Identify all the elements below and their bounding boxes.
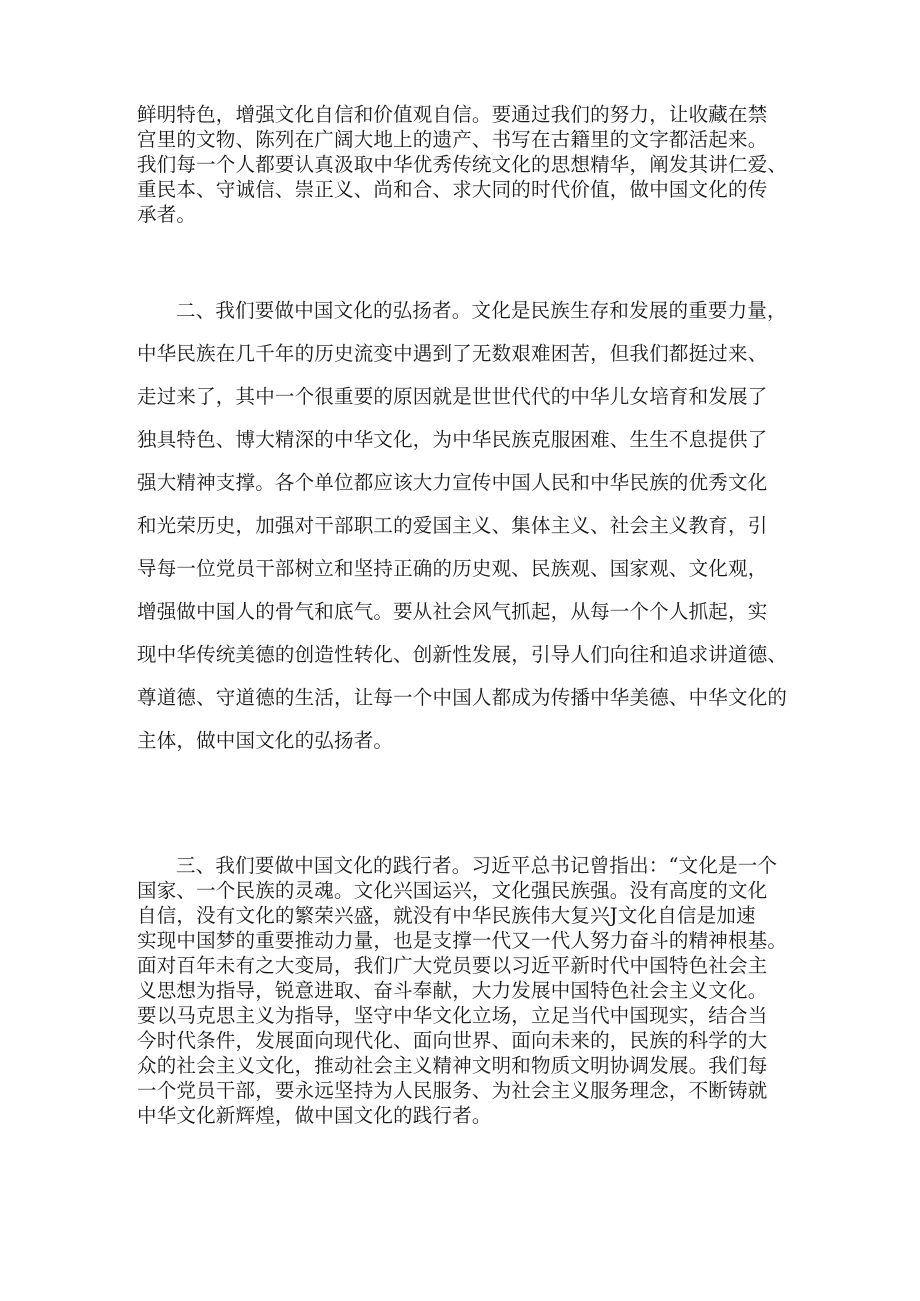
text-line: 尊道德、守道德的生活，让每一个中国人都成为传播中华美德、中华文化的 bbox=[137, 686, 788, 709]
text-line: 强大精神支撑。各个单位都应该大力宣传中国人民和中华民族的优秀文化 bbox=[137, 471, 768, 494]
text-line: 鲜明特色，增强文化自信和价值观自信。要通过我们的努力，让收藏在禁 bbox=[137, 103, 768, 126]
text-line: 承者。 bbox=[137, 203, 197, 226]
text-line: 要以马克思主义为指导，坚守中华文化立场，立足当代中国现实，结合当 bbox=[137, 1004, 768, 1027]
text-line: 面对百年未有之大变局，我们广大党员要以习近平新时代中国特色社会主 bbox=[137, 954, 768, 977]
text-line: 国家、一个民族的灵魂。文化兴国运兴，文化强民族强。没有高度的文化 bbox=[137, 879, 768, 902]
text-line: 实现中国梦的重要推动力量，也是支撑一代又一代人努力奋斗的精神根基。 bbox=[137, 929, 788, 952]
text-line: 义思想为指导，锐意进取、奋斗奉献，大力发展中国特色社会主义文化。 bbox=[137, 979, 768, 1002]
section-heading-line: 二、我们要做中国文化的弘扬者。文化是民族生存和发展的重要力量， bbox=[176, 299, 787, 322]
text-line: 一个党员干部，要永远坚持为人民服务、为社会主义服务理念，不断铸就 bbox=[137, 1079, 768, 1102]
text-line: 自信，没有文化的繁荣兴盛，就没有中华民族伟大复兴J文化自信是加速 bbox=[137, 904, 756, 927]
text-line: 导每一位党员干部树立和坚持正确的历史观、民族观、国家观、文化观， bbox=[137, 557, 768, 580]
text-line: 中华文化新辉煌，做中国文化的践行者。 bbox=[137, 1104, 492, 1127]
text-line: 宫里的文物、陈列在广阔大地上的遗产、书写在古籍里的文字都活起来。 bbox=[137, 128, 768, 151]
text-line: 独具特色、博大精深的中华文化，为中华民族克服困难、生生不息提供了 bbox=[137, 428, 768, 451]
text-line: 中华民族在几千年的历史流变中遇到了无数艰难困苦，但我们都挺过来、 bbox=[137, 342, 768, 365]
text-line: 增强做中国人的骨气和底气。要从社会风气抓起，从每一个个人抓起，实 bbox=[137, 600, 768, 623]
section-heading-line: 三、我们要做中国文化的践行者。习近平总书记曾指出：“文化是一个 bbox=[176, 854, 778, 877]
text-line: 重民本、守诚信、崇正义、尚和合、求大同的时代价值，做中国文化的传 bbox=[137, 178, 768, 201]
text-line: 今时代条件，发展面向现代化、面向世界、面向未来的，民族的科学的大 bbox=[137, 1029, 768, 1052]
text-line: 众的社会主义文化，推动社会主义精神文明和物质文明协调发展。我们每 bbox=[137, 1054, 768, 1077]
text-line: 走过来了，其中一个很重要的原因就是世世代代的中华儿女培育和发展了 bbox=[137, 385, 768, 408]
text-line: 和光荣历史，加强对干部职工的爱国主义、集体主义、社会主义教育，引 bbox=[137, 514, 768, 537]
text-line: 主体，做中国文化的弘扬者。 bbox=[137, 729, 394, 752]
text-line: 现中华传统美德的创造性转化、创新性发展，引导人们向往和追求讲道德、 bbox=[137, 643, 788, 666]
text-line: 我们每一个人都要认真汲取中华优秀传统文化的思想精华，阐发其讲仁爱、 bbox=[137, 153, 788, 176]
